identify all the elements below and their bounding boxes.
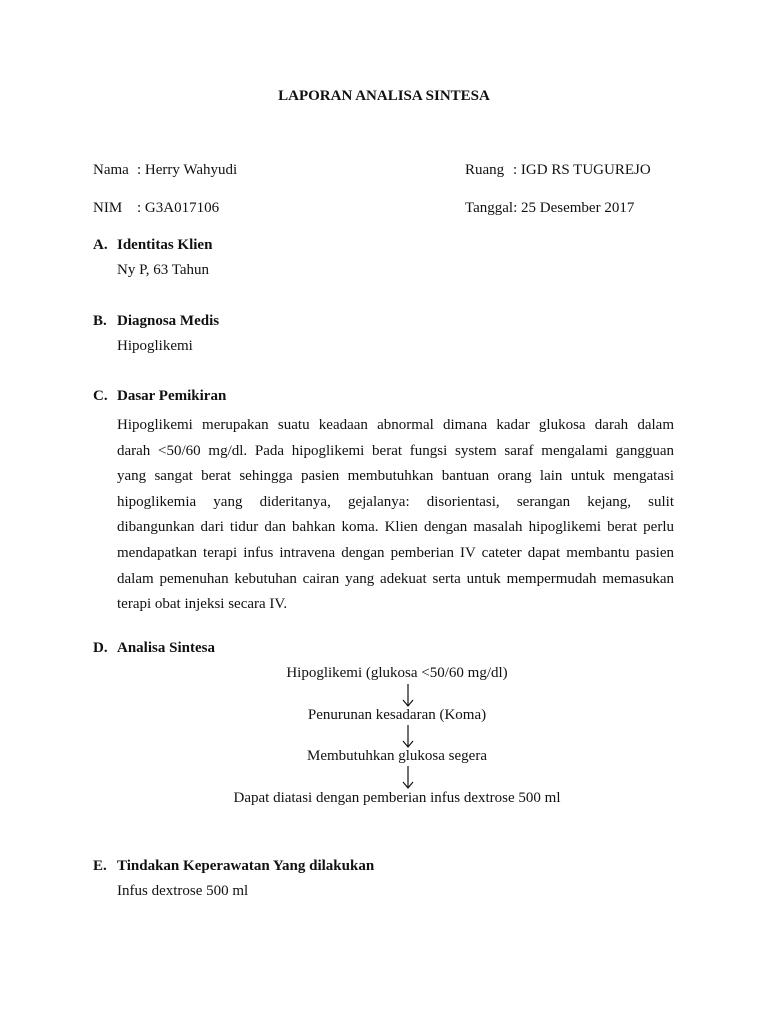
nim-value: : G3A017106 — [137, 200, 220, 216]
paragraph-line: dibangunkan dari tidur dan bahkan koma. Klien dengan masalah hipoglikemi berat perlu — [117, 519, 674, 536]
section-c-title: Dasar Pemikiran — [117, 388, 227, 404]
nama-label: Nama — [93, 162, 129, 178]
tanggal-label: Tanggal: — [465, 200, 518, 216]
flow-node-infus-dextrose: Dapat diatasi dengan pemberian infus dextrose 500 ml — [233, 790, 561, 806]
flow-node-hipoglikemi: Hipoglikemi (glukosa <50/60 mg/dl) — [286, 665, 508, 681]
nim-label: NIM — [93, 200, 123, 216]
paragraph-line: terapi obat injeksi secara IV. — [117, 596, 288, 613]
section-d-title: Analisa Sintesa — [117, 640, 215, 656]
section-c-letter: C. — [93, 388, 108, 404]
paragraph-line: darah <50/60 mg/dl. Pada hipoglikemi berat fungsi system saraf mengalami gangguan — [117, 442, 674, 459]
flow-arrow-down-icon — [402, 766, 414, 790]
paragraph-line: Hipoglikemi merupakan suatu keadaan abnormal dimana kadar glukosa darah dalam — [117, 417, 674, 433]
section-c-paragraph — [117, 413, 674, 618]
ruang-field — [465, 162, 651, 179]
flow-node-penurunan-kesadaran: Penurunan kesadaran (Koma) — [307, 707, 487, 723]
flow-arrow-down-icon — [402, 725, 414, 749]
ruang-value: : IGD RS TUGUREJO — [513, 162, 651, 178]
ruang-label: Ruang — [465, 162, 505, 178]
flow-node-membutuhkan-glukosa: Membutuhkan glukosa segera — [307, 748, 487, 764]
tanggal-value: 25 Desember 2017 — [521, 200, 635, 216]
section-e-title: Tindakan Keperawatan Yang dilakukan — [117, 858, 375, 874]
nama-value: : Herry Wahyudi — [137, 162, 238, 178]
paragraph-line: hipoglikemia yang dideritanya, gejalanya: disorientasi, serangan kejang, sulit — [117, 493, 674, 510]
section-b-title: Diagnosa Medis — [117, 313, 220, 329]
section-a-body: Ny P, 63 Tahun — [117, 262, 210, 278]
section-e-body: Infus dextrose 500 ml — [117, 883, 249, 899]
section-b-body: Hipoglikemi — [117, 338, 193, 354]
paragraph-line: dalam pemenuhan kebutuhan cairan yang adekuat serta untuk mempermudah memasukan — [117, 570, 674, 587]
section-d-letter: D. — [93, 640, 108, 656]
nama-field — [93, 162, 237, 179]
section-a-letter: A. — [93, 237, 108, 253]
flow-arrow-down-icon — [402, 684, 414, 708]
document-title: LAPORAN ANALISA SINTESA — [278, 88, 490, 104]
tanggal-field — [465, 200, 634, 217]
section-a-title: Identitas Klien — [117, 237, 213, 253]
section-e-letter: E. — [93, 858, 107, 874]
paragraph-line: mendapatkan terapi infus intravena dengan pemberian IV cateter dapat membantu pasien — [117, 544, 674, 561]
paragraph-line: yang sangat berat sehingga pasien membutuhkan bantuan orang lain untuk mengatasi — [117, 468, 674, 485]
nim-field — [93, 200, 219, 217]
section-b-letter: B. — [93, 313, 107, 329]
